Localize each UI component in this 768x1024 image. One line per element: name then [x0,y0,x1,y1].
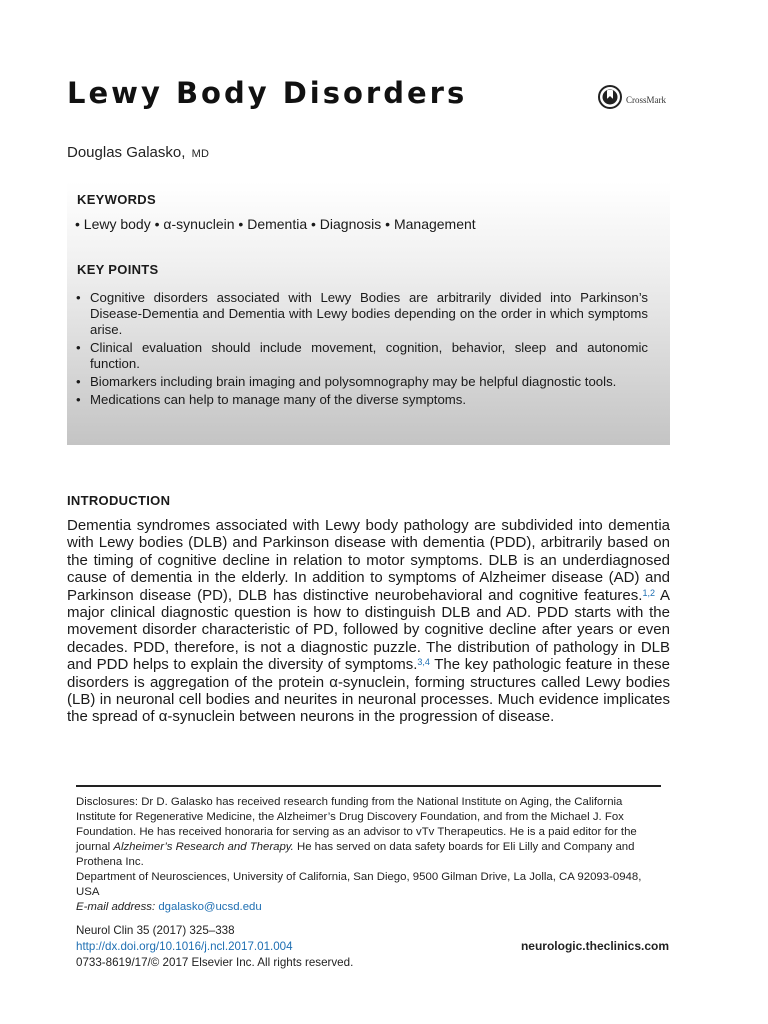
reference-link[interactable]: 3,4 [417,657,430,668]
key-points-list [75,290,648,410]
journal-website: neurologic.theclinics.com [520,939,669,953]
key-points-heading: KEY POINTS [77,262,159,277]
copyright-line: 0733-8619/17/© 2017 Elsevier Inc. All rights reserved. [76,956,354,969]
key-point-item: • Biomarkers including brain imaging and polysomnography may be helpful diagnostic tools. [75,374,648,390]
key-point-item: • Cognitive disorders associated with Lewy Bodies are arbitrarily divided into Parkinson’s Disease-Dementia and Dementia with Lewy bodies depending on the order in which symptoms arise. [75,290,648,338]
crossmark-label: CrossMark [626,94,666,105]
keywords-keypoints-box [67,182,670,445]
crossmark-badge[interactable] [598,85,666,114]
email-label: E-mail address: [76,901,156,913]
email-line [76,900,664,915]
disclosures [76,795,664,870]
key-point-item: • Clinical evaluation should include movement, cognition, behavior, sleep and autonomic function. [75,340,648,372]
author-degree: MD [191,148,210,160]
reference-link[interactable]: 1,2 [642,587,655,598]
keywords-heading: KEYWORDS [77,192,156,207]
intro-text-part: The key pathologic feature in these disorders is aggregation of the protein α-synuclein, forming structures called Lewy bodies (LB) in neuronal cell bodies and neurites in neuronal processes. Much evidence implicates the spread of α-synuclein between neurons in the progression of disease. [67,656,670,726]
citation-block [76,923,353,971]
disclosure-text: Disclosures: Dr D. Galasko has received research funding from the National Institute on Aging, the California Institute for Regenerative Medicine, the Alzheimer’s Drug Discovery Foundation, and from the Michael J. Fox Foundation. He has received honoraria for serving as an advisor to vTv Therapeutics. He is a paid editor for the journal [76,796,637,853]
journal-citation: Neurol Clin 35 (2017) 325–338 [76,924,235,937]
disclosure-text: He has served on data safety boards for Eli Lilly and Company and Prothena Inc. [76,841,635,868]
introduction-heading: INTRODUCTION [67,493,171,508]
affiliation: Department of Neurosciences, University of California, San Diego, 9500 Gilman Drive, La Jolla, CA 92093-0948, USA [76,871,642,898]
intro-text-part: Dementia syndromes associated with Lewy body pathology are subdivided into dementia with Lewy bodies (DLB) and Parkinson disease with dementia (PDD), arbitrarily based on the timing of cognitive decline in relation to motor symptoms. DLB is an underdiagnosed cause of dementia in the elderly. In addition to symptoms of Alzheimer disease (AD) and Parkinson disease (PD), DLB has distinctive neurobehavioral and cognitive features. [67,517,670,604]
email-link[interactable]: dgalasko@ucsd.edu [158,901,262,913]
article-title: Lewy Body Disorders [67,76,468,110]
intro-text-part: A major clinical diagnostic question is how to distinguish DLB and AD. PDD starts with the movement disorder characteristic of PD, followed by cognitive decline after years or even decades. PDD, therefore, is not a diagnostic puzzle. The distribution of pathology in DLB and PDD helps to explain the diversity of symptoms. [67,586,670,674]
crossmark-icon [598,85,622,114]
footnote-divider [76,785,661,787]
footnote-block [76,795,664,915]
author-line [67,144,209,161]
journal-name: Alzheimer’s Research and Therapy. [113,841,294,853]
doi-link[interactable]: http://dx.doi.org/10.1016/j.ncl.2017.01.004 [76,940,293,953]
keywords-list: • Lewy body • α-synuclein • Dementia • Diagnosis • Management [75,216,476,232]
author-name: Douglas Galasko, [67,144,186,161]
introduction-paragraph [67,517,670,726]
key-point-item: • Medications can help to manage many of the diverse symptoms. [75,392,648,408]
